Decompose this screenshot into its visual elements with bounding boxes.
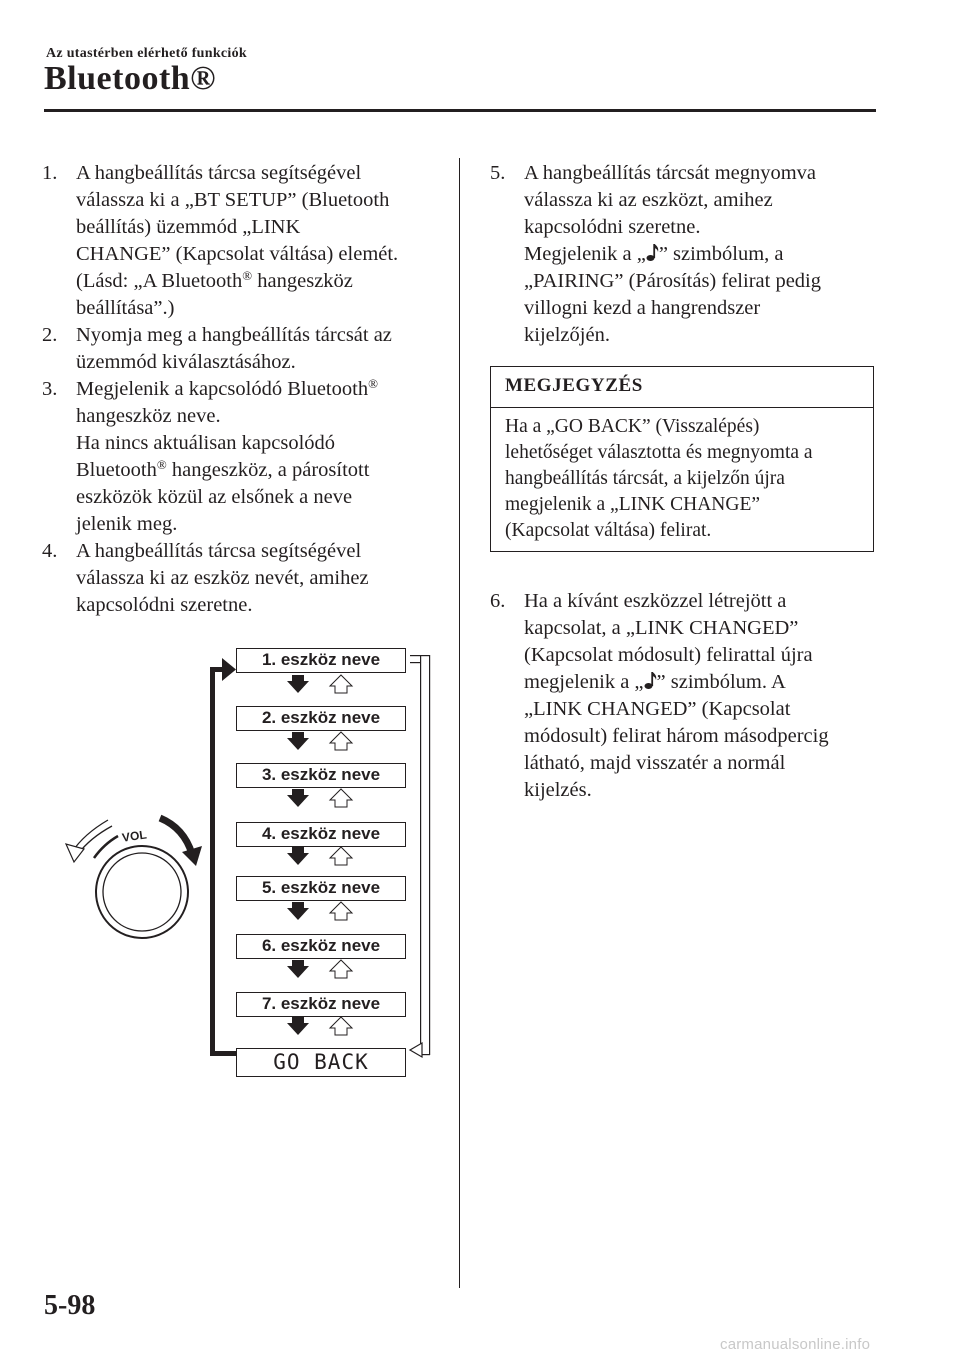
step-line: beállítás) üzemmód „LINK xyxy=(76,216,301,238)
step-line: A hangbeállítás tárcsa segítségével xyxy=(76,162,362,184)
device-3-box: 3. eszköz neve xyxy=(236,763,406,788)
step-number: 5. xyxy=(490,162,506,184)
step-line: Ha a kívánt eszközzel létrejött a xyxy=(524,590,787,612)
step-line: kapcsolat, a „LINK CHANGED” xyxy=(524,617,799,639)
down-arrow-filled-icon xyxy=(287,960,309,978)
step-line: válassza ki a „BT SETUP” (Bluetooth xyxy=(76,189,390,211)
device-6-box: 6. eszköz neve xyxy=(236,934,406,959)
note-box xyxy=(490,366,874,552)
registered-mark: ® xyxy=(242,268,253,283)
step-line: kijelzőjén. xyxy=(524,324,610,346)
header-rule xyxy=(44,109,876,112)
device-4-box: 4. eszköz neve xyxy=(236,822,406,847)
up-arrow-outline-icon xyxy=(330,847,352,865)
step-line xyxy=(524,241,890,268)
note-line: hangbeállítás tárcsát, a kijelzőn újra xyxy=(505,468,785,489)
down-arrow-filled-icon xyxy=(287,732,309,750)
note-line: megjelenik a „LINK CHANGE” xyxy=(505,494,761,515)
step-3 xyxy=(42,376,452,538)
note-line: (Kapcsolat váltása) felirat. xyxy=(505,520,712,541)
page-number: 5-98 xyxy=(44,1290,96,1321)
text: Megjelenik a kapcsolódó Bluetooth xyxy=(76,378,369,400)
section-subtitle: Az utastérben elérhető funkciók xyxy=(46,46,247,61)
step-line: A hangbeállítás tárcsát megnyomva xyxy=(524,162,817,184)
step-line: válassza ki az eszköz nevét, amihez xyxy=(76,567,369,589)
step-line: Ha nincs aktuálisan kapcsolódó xyxy=(76,432,336,454)
note-body xyxy=(491,408,873,544)
step-2 xyxy=(42,322,452,376)
device-1-box: 1. eszköz neve xyxy=(236,648,406,673)
step-line: „LINK CHANGED” (Kapcsolat xyxy=(524,698,791,720)
text: Megjelenik a „ xyxy=(524,243,646,265)
step-line: válassza ki az eszközt, amihez xyxy=(524,189,773,211)
up-arrow-outline-icon xyxy=(330,1017,352,1035)
down-arrow-filled-icon xyxy=(287,847,309,865)
watermark: carmanualsonline.info xyxy=(720,1336,871,1353)
step-line: jelenik meg. xyxy=(76,513,178,535)
step-number: 6. xyxy=(490,590,506,612)
step-line: kijelzés. xyxy=(524,779,592,801)
step-5 xyxy=(490,160,890,349)
music-note-icon xyxy=(646,242,659,262)
registered-mark: ® xyxy=(368,376,378,391)
note-line: lehetőséget választotta és megnyomta a xyxy=(505,442,813,463)
device-5-box: 5. eszköz neve xyxy=(236,876,406,901)
step-line xyxy=(524,669,890,696)
step-line: beállítása”.) xyxy=(76,297,175,319)
step-line: A hangbeállítás tárcsa segítségével xyxy=(76,540,362,562)
step-line: Nyomja meg a hangbeállítás tárcsát az xyxy=(76,324,392,346)
down-arrow-filled-icon xyxy=(287,1017,309,1035)
step-number: 3. xyxy=(42,378,58,400)
down-arrow-filled-icon xyxy=(287,675,309,693)
step-line: kapcsolódni szeretne. xyxy=(524,216,701,238)
note-line: Ha a „GO BACK” (Visszalépés) xyxy=(505,416,760,437)
step-number: 1. xyxy=(42,162,58,184)
right-steps-top xyxy=(490,160,890,349)
step-1 xyxy=(42,160,452,322)
step-number: 4. xyxy=(42,540,58,562)
step-line: kapcsolódni szeretne. xyxy=(76,594,253,616)
note-heading: MEGJEGYZÉS xyxy=(491,367,873,408)
text: hangeszköz, a párosított xyxy=(166,459,370,481)
up-arrow-outline-icon xyxy=(330,675,352,693)
step-line: eszközök közül az elsőnek a neve xyxy=(76,486,353,508)
down-arrow-filled-icon xyxy=(287,902,309,920)
step-line: „PAIRING” (Párosítás) felirat pedig xyxy=(524,270,821,292)
device-selection-diagram xyxy=(60,640,440,1080)
text: megjelenik a „ xyxy=(524,671,644,693)
step-line: (Kapcsolat módosult) felirattal újra xyxy=(524,644,813,666)
step-line: üzemmód kiválasztásához. xyxy=(76,351,296,373)
step-4 xyxy=(42,538,452,619)
up-arrow-outline-icon xyxy=(330,732,352,750)
go-back-box: GO BACK xyxy=(236,1048,406,1077)
step-line: villogni kezd a hangrendszer xyxy=(524,297,761,319)
text: ” szimbólum, a xyxy=(658,243,784,265)
step-line: hangeszköz neve. xyxy=(76,405,221,427)
step-line: látható, majd visszatér a normál xyxy=(524,752,786,774)
up-arrow-outline-icon xyxy=(330,960,352,978)
text: Bluetooth xyxy=(76,459,157,481)
step-line xyxy=(76,376,452,403)
registered-mark: ® xyxy=(156,457,167,472)
step-line: módosult) felirat három másodpercig xyxy=(524,725,829,747)
column-divider xyxy=(459,158,460,1288)
device-7-box: 7. eszköz neve xyxy=(236,992,406,1017)
cw-arrow-icon xyxy=(160,818,192,854)
right-steps-bottom xyxy=(490,588,890,804)
step-line xyxy=(76,457,452,484)
step-line xyxy=(76,268,452,295)
text: (Lásd: „A Bluetooth xyxy=(76,270,243,292)
knob-icon xyxy=(96,846,188,938)
up-arrow-outline-icon xyxy=(330,902,352,920)
text: ” szimbólum. A xyxy=(656,671,786,693)
left-steps xyxy=(42,160,452,619)
down-arrow-filled-icon xyxy=(287,789,309,807)
text: hangeszköz xyxy=(252,270,353,292)
up-arrow-outline-icon xyxy=(330,789,352,807)
step-6 xyxy=(490,588,890,804)
knob-label: VOL xyxy=(121,827,148,845)
music-note-icon xyxy=(644,670,657,690)
page-title: Bluetooth® xyxy=(44,60,217,97)
step-line: CHANGE” (Kapcsolat váltása) elemét. xyxy=(76,243,399,265)
device-2-box: 2. eszköz neve xyxy=(236,706,406,731)
step-number: 2. xyxy=(42,324,58,346)
